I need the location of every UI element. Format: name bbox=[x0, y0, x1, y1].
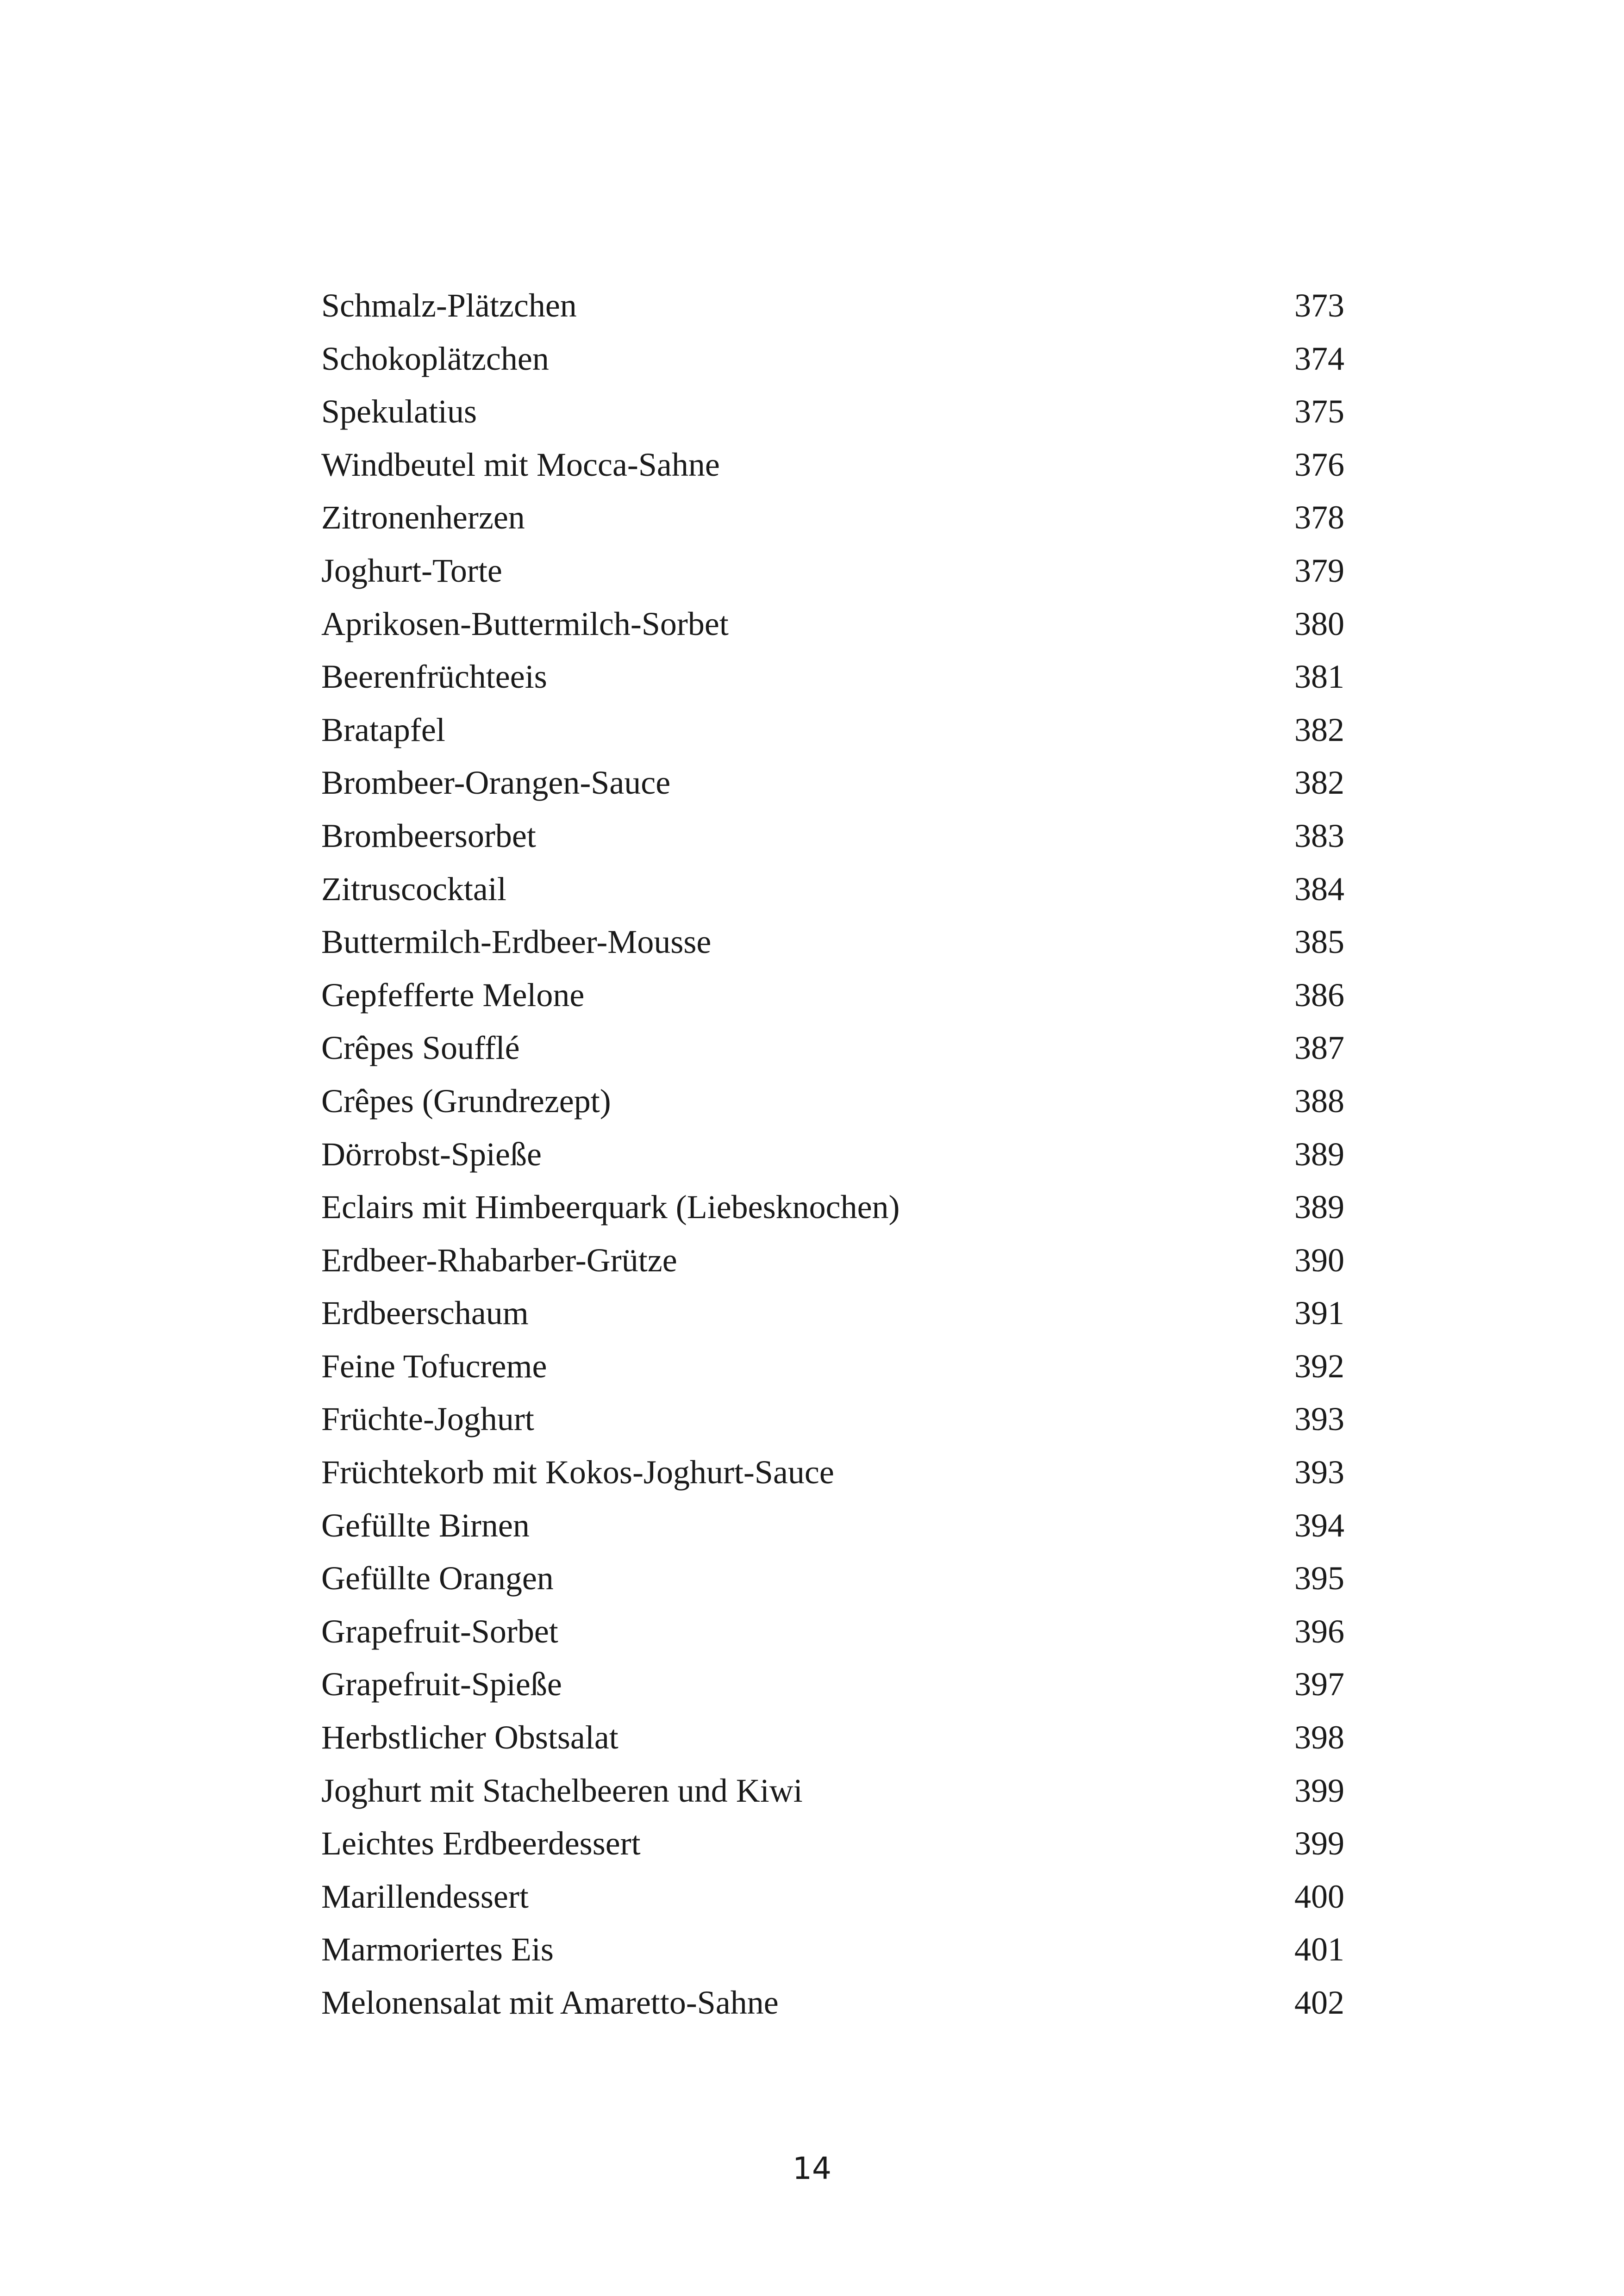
toc-entry-page: 388 bbox=[1294, 1082, 1344, 1120]
toc-entry bbox=[321, 1870, 1344, 1923]
toc-entry-title: Leichtes Erdbeerdessert bbox=[321, 1825, 641, 1862]
toc-entry-title: Melonensalat mit Amaretto-Sahne bbox=[321, 1984, 779, 2021]
toc-entry-page: 378 bbox=[1294, 499, 1344, 536]
toc-entry-page: 398 bbox=[1294, 1719, 1344, 1756]
toc-entry bbox=[321, 1234, 1344, 1287]
toc-entry-page: 387 bbox=[1294, 1029, 1344, 1067]
toc-entry-page: 382 bbox=[1294, 764, 1344, 802]
toc-entry-page: 379 bbox=[1294, 552, 1344, 589]
toc-entry-page: 393 bbox=[1294, 1400, 1344, 1438]
toc-entry-title: Eclairs mit Himbeerquark (Liebesknochen) bbox=[321, 1188, 900, 1226]
toc-entry-title: Grapefruit-Sorbet bbox=[321, 1612, 558, 1650]
toc-entry-title: Erdbeerschaum bbox=[321, 1294, 529, 1332]
toc-entry-page: 374 bbox=[1294, 340, 1344, 377]
toc-entry-page: 390 bbox=[1294, 1241, 1344, 1279]
toc-entry-page: 391 bbox=[1294, 1294, 1344, 1332]
toc-entry bbox=[321, 1711, 1344, 1764]
toc-entry bbox=[321, 279, 1344, 332]
toc-entry bbox=[321, 1393, 1344, 1446]
toc-entry-title: Windbeutel mit Mocca-Sahne bbox=[321, 446, 720, 483]
toc-entry-page: 385 bbox=[1294, 923, 1344, 961]
toc-entry-page: 373 bbox=[1294, 287, 1344, 324]
toc-entry-page: 399 bbox=[1294, 1772, 1344, 1809]
toc-entry-title: Crêpes (Grundrezept) bbox=[321, 1082, 611, 1120]
toc-entry bbox=[321, 1446, 1344, 1499]
toc-entry-title: Feine Tofucreme bbox=[321, 1347, 547, 1385]
toc-entry-page: 386 bbox=[1294, 976, 1344, 1014]
toc-entry bbox=[321, 863, 1344, 916]
toc-entry-page: 376 bbox=[1294, 446, 1344, 483]
toc-entry-title: Zitronenherzen bbox=[321, 499, 525, 536]
table-of-contents bbox=[321, 279, 1344, 2029]
toc-entry-title: Aprikosen-Buttermilch-Sorbet bbox=[321, 605, 729, 642]
toc-entry-page: 381 bbox=[1294, 658, 1344, 696]
toc-entry bbox=[321, 1817, 1344, 1870]
toc-entry bbox=[321, 1923, 1344, 1976]
toc-entry-title: Brombeer-Orangen-Sauce bbox=[321, 764, 671, 802]
toc-entry bbox=[321, 1128, 1344, 1181]
toc-entry-title: Gefüllte Birnen bbox=[321, 1506, 530, 1544]
toc-entry-page: 389 bbox=[1294, 1135, 1344, 1173]
toc-entry bbox=[321, 1605, 1344, 1658]
toc-entry bbox=[321, 544, 1344, 597]
toc-entry-title: Buttermilch-Erdbeer-Mousse bbox=[321, 923, 712, 961]
toc-entry-page: 383 bbox=[1294, 817, 1344, 854]
toc-entry-title: Beerenfrüchteeis bbox=[321, 658, 547, 696]
toc-entry-page: 401 bbox=[1294, 1931, 1344, 1968]
toc-entry-title: Bratapfel bbox=[321, 711, 445, 748]
toc-entry-page: 399 bbox=[1294, 1825, 1344, 1862]
toc-entry bbox=[321, 969, 1344, 1022]
toc-entry-page: 402 bbox=[1294, 1984, 1344, 2021]
toc-entry bbox=[321, 1976, 1344, 2029]
toc-entry bbox=[321, 1658, 1344, 1711]
toc-entry-title: Schokoplätzchen bbox=[321, 340, 549, 377]
toc-entry-page: 400 bbox=[1294, 1878, 1344, 1915]
toc-entry bbox=[321, 703, 1344, 757]
toc-entry-page: 395 bbox=[1294, 1560, 1344, 1597]
toc-entry-title: Früchtekorb mit Kokos-Joghurt-Sauce bbox=[321, 1454, 834, 1491]
toc-entry-title: Gepfefferte Melone bbox=[321, 976, 585, 1014]
page-number: 14 bbox=[793, 2151, 831, 2186]
toc-entry bbox=[321, 1075, 1344, 1128]
toc-entry-page: 396 bbox=[1294, 1612, 1344, 1650]
toc-entry-page: 392 bbox=[1294, 1347, 1344, 1385]
toc-entry bbox=[321, 756, 1344, 809]
toc-entry-page: 394 bbox=[1294, 1506, 1344, 1544]
toc-entry bbox=[321, 1021, 1344, 1075]
toc-entry-title: Gefüllte Orangen bbox=[321, 1560, 554, 1597]
toc-entry bbox=[321, 809, 1344, 863]
toc-entry-title: Joghurt mit Stachelbeeren und Kiwi bbox=[321, 1772, 803, 1809]
toc-entry bbox=[321, 1499, 1344, 1552]
toc-entry bbox=[321, 1287, 1344, 1340]
toc-entry-title: Joghurt-Torte bbox=[321, 552, 502, 589]
toc-entry-page: 393 bbox=[1294, 1454, 1344, 1491]
toc-entry-page: 382 bbox=[1294, 711, 1344, 748]
toc-entry-page: 380 bbox=[1294, 605, 1344, 642]
toc-entry-page: 389 bbox=[1294, 1188, 1344, 1226]
toc-entry-title: Grapefruit-Spieße bbox=[321, 1666, 562, 1703]
toc-entry bbox=[321, 1181, 1344, 1234]
toc-entry bbox=[321, 1764, 1344, 1817]
toc-entry-title: Brombeersorbet bbox=[321, 817, 536, 854]
toc-entry bbox=[321, 1552, 1344, 1605]
toc-entry bbox=[321, 650, 1344, 703]
toc-entry bbox=[321, 1340, 1344, 1393]
toc-entry-page: 397 bbox=[1294, 1666, 1344, 1703]
toc-entry-title: Crêpes Soufflé bbox=[321, 1029, 520, 1067]
toc-entry-title: Schmalz-Plätzchen bbox=[321, 287, 577, 324]
toc-entry bbox=[321, 491, 1344, 544]
toc-entry-page: 384 bbox=[1294, 870, 1344, 908]
toc-entry-title: Erdbeer-Rhabarber-Grütze bbox=[321, 1241, 677, 1279]
toc-entry bbox=[321, 438, 1344, 492]
toc-entry-title: Marillendessert bbox=[321, 1878, 529, 1915]
toc-entry bbox=[321, 597, 1344, 651]
toc-entry-title: Spekulatius bbox=[321, 393, 477, 430]
toc-entry-page: 375 bbox=[1294, 393, 1344, 430]
toc-entry-title: Früchte-Joghurt bbox=[321, 1400, 534, 1438]
toc-entry-title: Zitruscocktail bbox=[321, 870, 506, 908]
toc-entry-title: Dörrobst-Spieße bbox=[321, 1135, 542, 1173]
toc-entry-title: Marmoriertes Eis bbox=[321, 1931, 554, 1968]
toc-entry-title: Herbstlicher Obstsalat bbox=[321, 1719, 618, 1756]
toc-entry bbox=[321, 332, 1344, 386]
toc-entry bbox=[321, 915, 1344, 969]
toc-entry bbox=[321, 385, 1344, 438]
